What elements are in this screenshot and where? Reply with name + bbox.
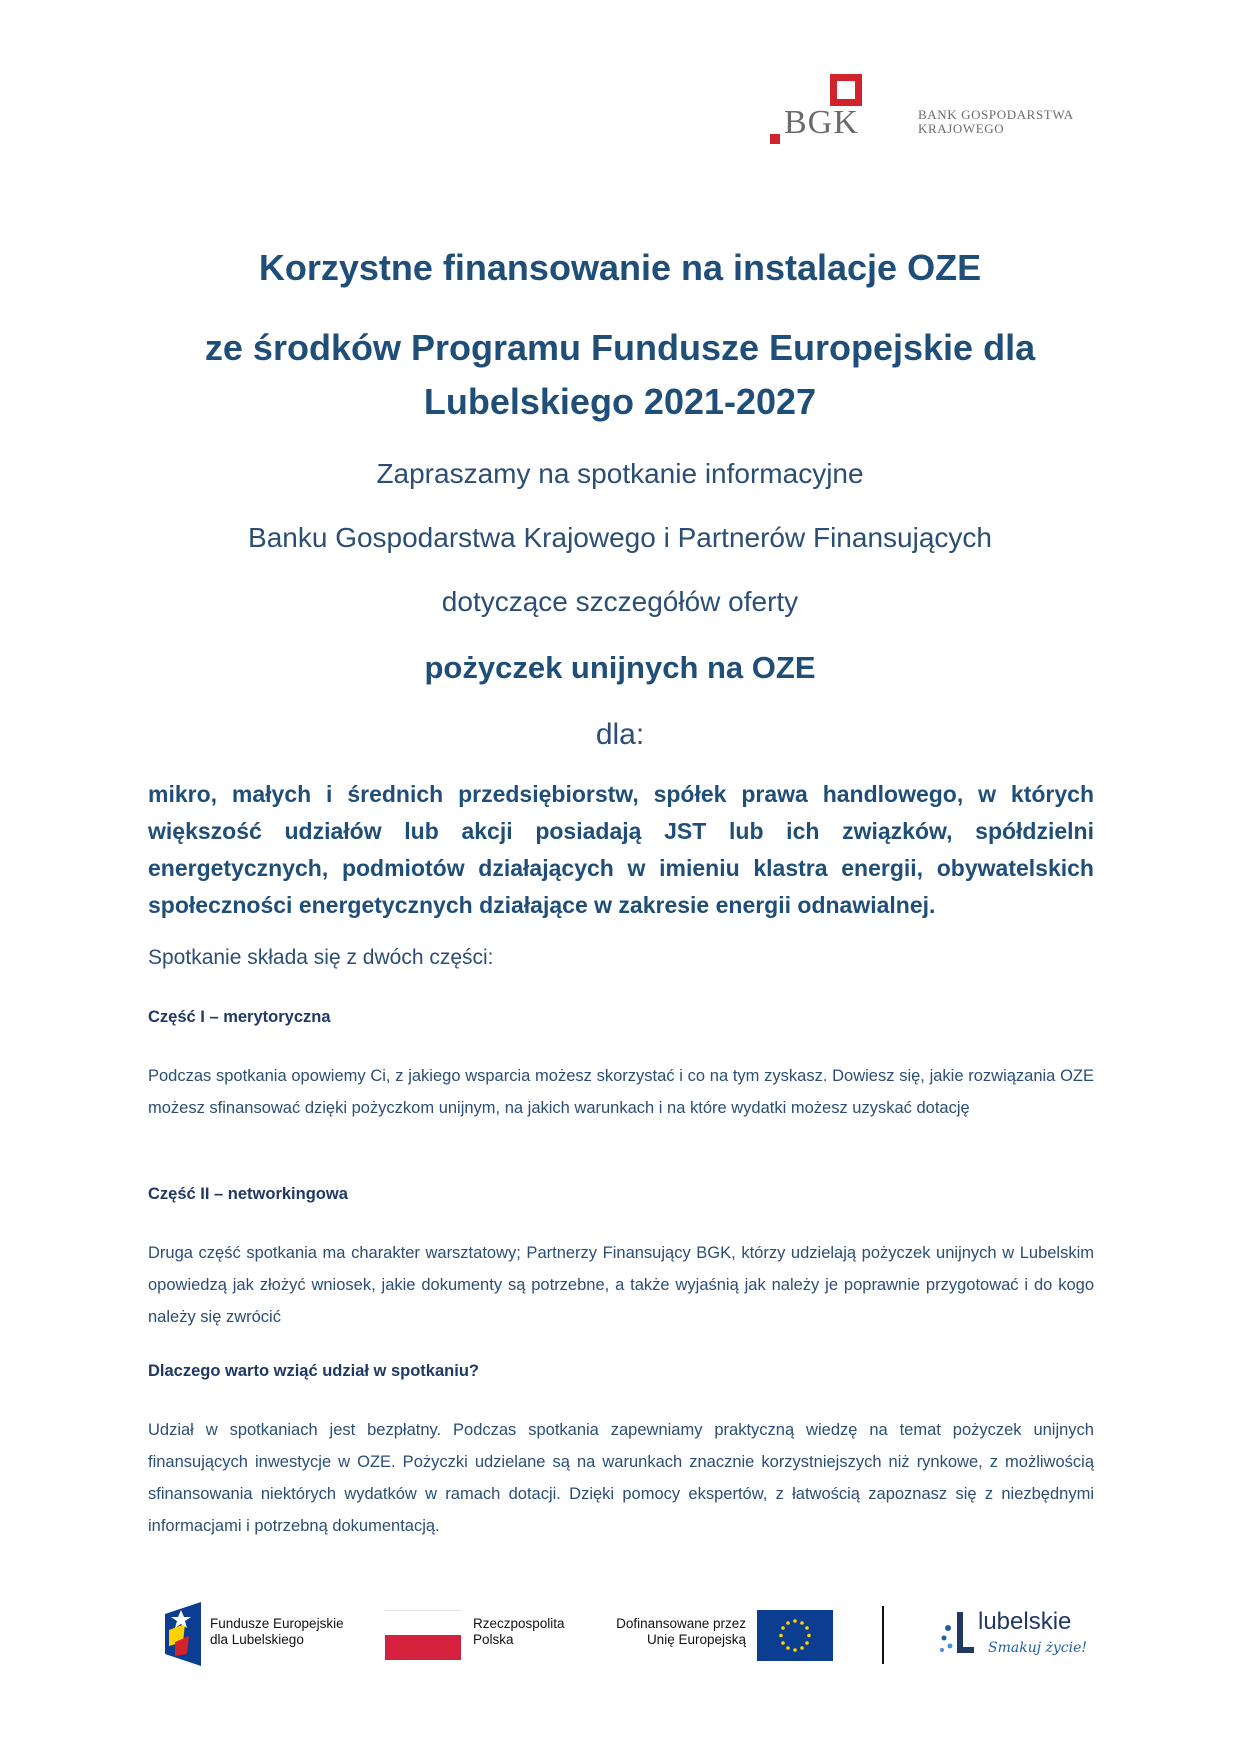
section-3-heading: Dlaczego warto wziąć udział w spotkaniu? (148, 1362, 479, 1380)
loan-heading: pożyczek unijnych na OZE (424, 650, 816, 685)
meeting-intro: Spotkanie składa się z dwóch części: (148, 946, 494, 969)
pl-label-line1: Rzeczpospolita (473, 1616, 565, 1631)
dla-label: dla: (595, 718, 645, 751)
bgk-logo-name-line1: BANK GOSPODARSTWA (918, 107, 1074, 122)
bgk-square-icon (830, 74, 862, 106)
section-2-text: Druga część spotkania ma charakter warsztatowy; Partnerzy Finansujący BGK, którzy udzielają pożyczek unijnych w Lubelskim opowiedzą jak złożyć wniosek, jakie dokumenty są potrzebne, a także wyjaśnią jak należy je poprawnie przygotować i do kogo należy się zwrócić (148, 1244, 1094, 1326)
title-line-3: Lubelskiego 2021-2027 (423, 381, 817, 422)
eu-label-line2: Unię Europejską (646, 1632, 746, 1647)
invite-line-2: Banku Gospodarstwa Krajowego i Partnerów Finansujących (248, 522, 992, 553)
fe-emblem-icon (165, 1602, 201, 1666)
eu-label-line1: Dofinansowane przez (616, 1616, 746, 1631)
section-3-text: Udział w spotkaniach jest bezpłatny. Podczas spotkania zapewniamy praktyczną wiedzę na temat pożyczek unijnych finansujących inwestycje w OZE. Pożyczki udzielane są na warunkach znacznie korzystniejszych niż rynkowe, z możliwością sfinansowania niektórych wydatków w ramach dotacji. Dzięki pomocy ekspertów, z łatwością zapoznasz się z niezbędnymi informacjami i potrzebną dokumentacją. (148, 1421, 1094, 1535)
bgk-logo-text: BGK (784, 104, 859, 141)
fe-label-line2: dla Lubelskiego (210, 1632, 304, 1647)
lubelskie-emblem-icon (938, 1606, 978, 1666)
fe-label (210, 1616, 344, 1648)
bgk-dot-icon (770, 134, 780, 144)
lubelskie-label: lubelskie (978, 1608, 1072, 1635)
invite-line-1: Zapraszamy na spotkanie informacyjne (376, 458, 864, 489)
target-groups: mikro, małych i średnich przedsiębiorstw, spółek prawa handlowego, w których większość udziałów lub akcji posiadają JST lub ich związków, spółdzielni energetycznych, podmiotów działających w imieniu klastra energii, obywatelskich społeczności energetycznych działające w zakresie energii odnawialnej. (148, 781, 1094, 918)
pl-label (473, 1616, 565, 1648)
section-1-heading: Część I – merytoryczna (148, 1008, 331, 1026)
lubelskie-tagline: Smakuj życie! (988, 1640, 1088, 1656)
section-2-heading: Część II – networkingowa (148, 1185, 348, 1203)
eu-flag-icon (757, 1610, 833, 1661)
footer-logos (160, 1598, 1090, 1678)
fe-label-line1: Fundusze Europejskie (210, 1616, 344, 1631)
section-1-text: Podczas spotkania opowiemy Ci, z jakiego wsparcia możesz skorzystać i co na tym zyskasz. Dowiesz się, jakie rozwiązania OZE możesz sfinansować dzięki pożyczkom unijnym, na jakich warunkach i na które wydatki możesz uzyskać dotację (148, 1067, 1094, 1117)
title-line-2: ze środków Programu Fundusze Europejskie dla (204, 327, 1036, 368)
invite-line-3: dotyczące szczegółów oferty (441, 586, 799, 617)
bgk-logo (770, 74, 1100, 144)
pl-label-line2: Polska (473, 1632, 514, 1647)
poland-flag-icon (385, 1610, 461, 1660)
footer-divider (882, 1606, 884, 1664)
eu-label (600, 1616, 746, 1648)
bgk-logo-name (918, 108, 1074, 136)
title-line-1: Korzystne finansowanie na instalacje OZE (258, 247, 982, 288)
bgk-logo-name-line2: KRAJOWEGO (918, 121, 1005, 136)
